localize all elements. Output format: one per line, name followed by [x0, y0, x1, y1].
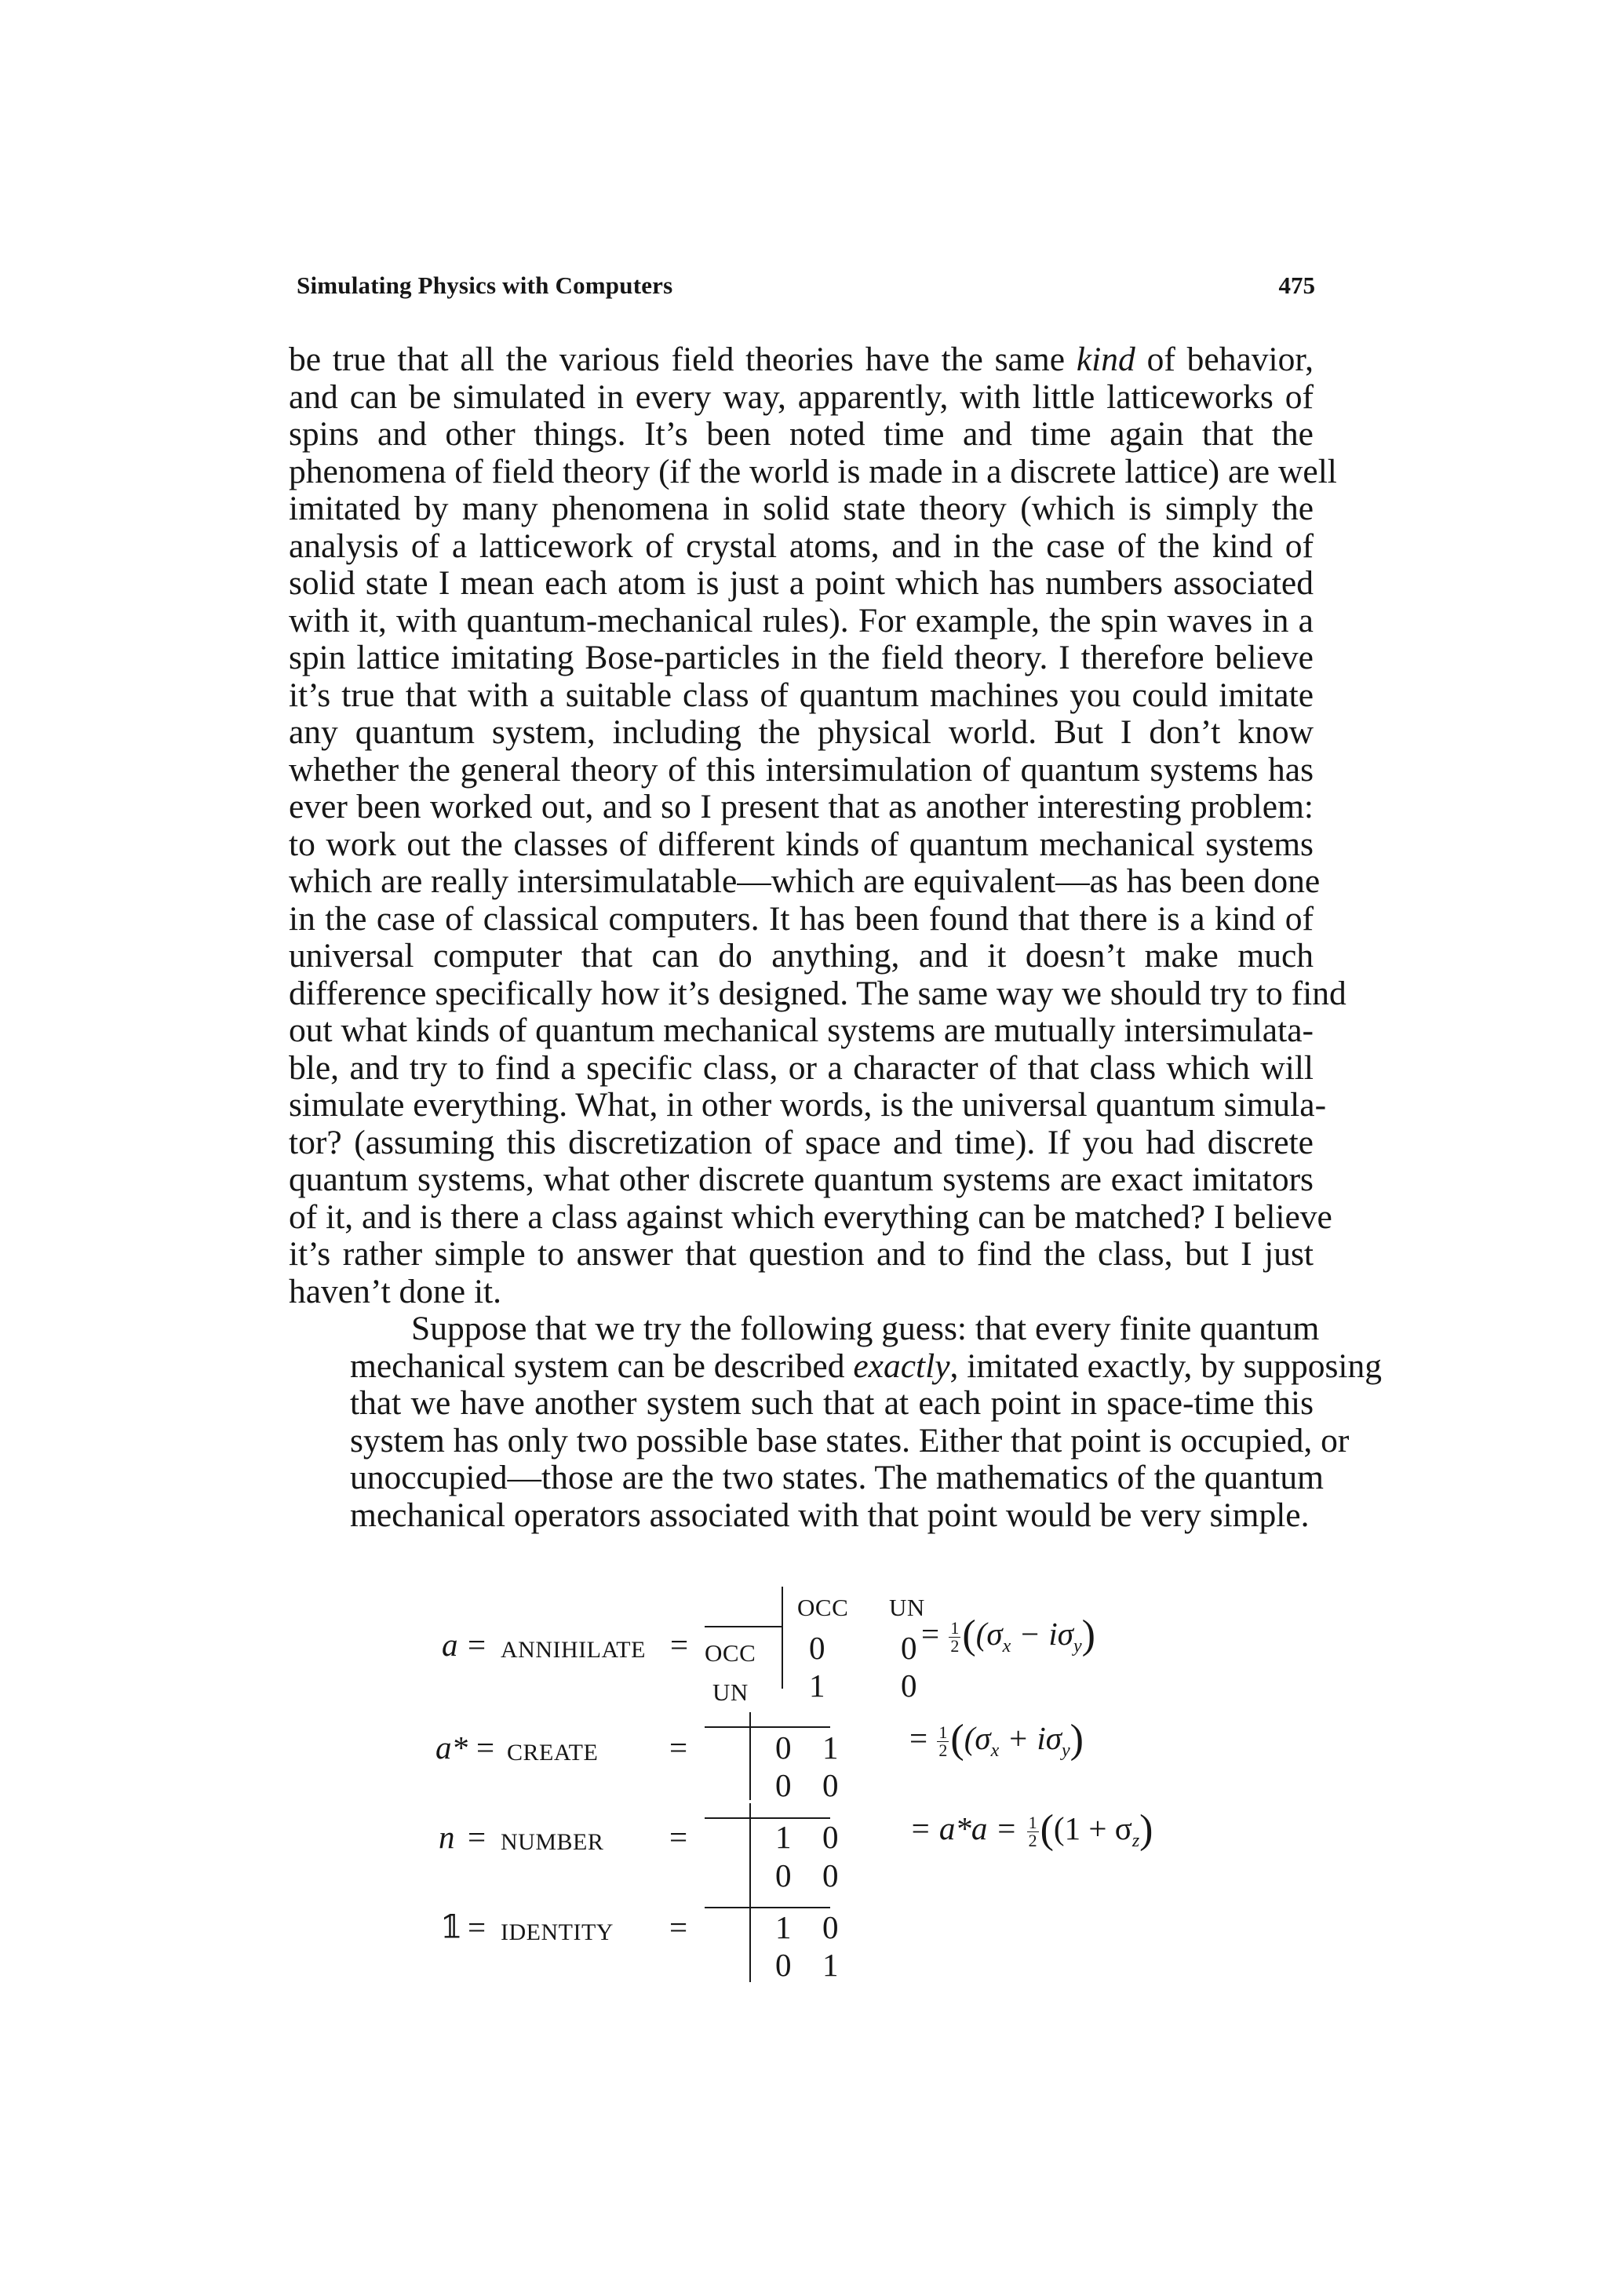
col-header-occ: OCC	[797, 1594, 849, 1621]
matrix-cell: 1	[809, 1667, 825, 1704]
matrix-cell: 1	[822, 1729, 839, 1766]
text-line: solid state I mean each atom is just a point which has numbers associated	[289, 564, 1314, 602]
equals-sign: =	[669, 1819, 688, 1855]
row-header-un: UN	[712, 1678, 749, 1706]
text-line: mechanical system can be described exactly, imitated exactly, by supposing	[350, 1347, 1383, 1385]
text-line: analysis of a latticework of crystal atoms, and in the case of the kind of	[289, 527, 1314, 565]
text-line: difference specifically how it’s designed. The same way we should try to find	[289, 974, 1346, 1012]
text-line: with it, with quantum-mechanical rules). For example, the spin waves in a	[289, 601, 1314, 640]
operator-name-create: CREATE	[507, 1740, 599, 1766]
equals-sign: =	[669, 1729, 688, 1766]
text-line: ever been worked out, and so I present that as another interesting problem:	[289, 788, 1314, 825]
matrix-cell: 0	[775, 1947, 792, 1983]
matrix-cell: 0	[809, 1630, 825, 1666]
text-line: mechanical operators associated with that point would be very simple.	[350, 1496, 1310, 1534]
text-line: to work out the classes of different kinds of quantum mechanical systems	[289, 825, 1314, 863]
text-line: ble, and try to find a specific class, or a character of that class which will	[289, 1048, 1314, 1087]
text-line: it’s true that with a suitable class of quantum machines you could imitate	[289, 676, 1314, 714]
equals-sign: =	[670, 1627, 689, 1663]
equals-sign: =	[476, 1729, 495, 1766]
text-line: haven’t done it.	[289, 1272, 502, 1310]
text-line: that we have another system such that at each point in space-time this	[350, 1384, 1314, 1422]
operator-name-annihilate: ANNIHILATE	[501, 1637, 646, 1663]
text-line: Suppose that we try the following guess: that every finite quantum	[411, 1310, 1320, 1347]
text-line: spin lattice imitating Bose-particles in the field theory. I therefore believe	[289, 639, 1314, 676]
text-line: and can be simulated in every way, apparently, with little latticeworks of	[289, 377, 1314, 416]
table-divider-horizontal	[705, 1907, 830, 1908]
text-line: be true that all the various field theories have the same kind of behavior,	[289, 341, 1314, 378]
text-line: whether the general theory of this intersimulation of quantum systems has	[289, 750, 1314, 789]
text-line: out what kinds of quantum mechanical systems are mutually intersimulata-	[289, 1011, 1314, 1049]
matrix-cell: 0	[775, 1729, 792, 1766]
matrix-cell: 0	[822, 1909, 839, 1945]
matrix-cell: 0	[775, 1767, 792, 1803]
matrix-cell: 0	[775, 1857, 792, 1893]
text-line: universal computer that can do anything, and it doesn’t make much	[289, 937, 1314, 975]
equals-sign: =	[669, 1909, 688, 1945]
operator-name-number: NUMBER	[501, 1829, 604, 1855]
text-line: it’s rather simple to answer that question and to find the class, but I just	[289, 1235, 1314, 1273]
operator-symbol-a: a	[442, 1627, 458, 1663]
table-divider-horizontal	[705, 1817, 830, 1819]
matrix-cell: 0	[901, 1667, 917, 1704]
text-line: simulate everything. What, in other words, is the universal quantum simula-	[289, 1086, 1327, 1124]
matrix-cell: 0	[822, 1857, 839, 1893]
operator-symbol-identity: 𝟙	[440, 1909, 463, 1945]
matrix-cell: 0	[901, 1630, 917, 1666]
number-operator-expression: = a*a = $\frac{1}{2}$ ($(1 + \sigma_z)$	[909, 1807, 1153, 1852]
matrix-cell: 1	[775, 1819, 792, 1855]
matrix-cell: 0	[822, 1767, 839, 1803]
matrix-cell: 1	[822, 1947, 839, 1983]
operator-symbol-a-star: a*	[435, 1729, 468, 1766]
equals-sign: =	[468, 1909, 486, 1945]
table-divider-vertical	[749, 1712, 751, 1800]
matrix-cell: 1	[775, 1909, 792, 1945]
text-line: which are really intersimulatable—which are equivalent—as has been done	[289, 862, 1321, 900]
page-number: 475	[1278, 272, 1315, 299]
matrix-cell: 0	[822, 1819, 839, 1855]
table-divider-vertical	[782, 1587, 783, 1689]
col-header-un: UN	[889, 1594, 925, 1621]
text-line: spins and other things. It’s been noted time and time again that the	[289, 415, 1314, 453]
row-header-occ: OCC	[705, 1639, 756, 1667]
text-line: any quantum system, including the physical world. But I don’t know	[289, 713, 1314, 751]
table-divider-horizontal	[705, 1626, 782, 1627]
operator-name-identity: IDENTITY	[501, 1919, 614, 1945]
pauli-expression: = $\frac{1}{2}$ ($(\sigma_x - i\sigma_y)$	[921, 1613, 1095, 1657]
table-divider-horizontal	[705, 1726, 830, 1728]
text-line: unoccupied—those are the two states. The mathematics of the quantum	[350, 1459, 1325, 1496]
text-line: system has only two possible base states. Either that point is occupied, or	[350, 1421, 1350, 1460]
text-line: of it, and is there a class against which everything can be matched? I believe	[289, 1197, 1332, 1236]
text-line: imitated by many phenomena in solid state theory (which is simply the	[289, 490, 1314, 527]
text-line: tor? (assuming this discretization of space and time). If you had discrete	[289, 1123, 1314, 1161]
text-line: phenomena of field theory (if the world is made in a discrete lattice) are well	[289, 452, 1337, 490]
equals-sign: =	[468, 1819, 486, 1855]
running-title: Simulating Physics with Computers	[297, 272, 673, 299]
text-line: in the case of classical computers. It has been found that there is a kind of	[289, 899, 1314, 938]
equals-sign: =	[468, 1627, 486, 1663]
text-line: quantum systems, what other discrete quantum systems are exact imitators	[289, 1161, 1314, 1198]
pauli-expression: = $\frac{1}{2}$ ($(\sigma_x + i\sigma_y)$	[909, 1717, 1084, 1762]
operator-symbol-n: n	[439, 1819, 455, 1855]
